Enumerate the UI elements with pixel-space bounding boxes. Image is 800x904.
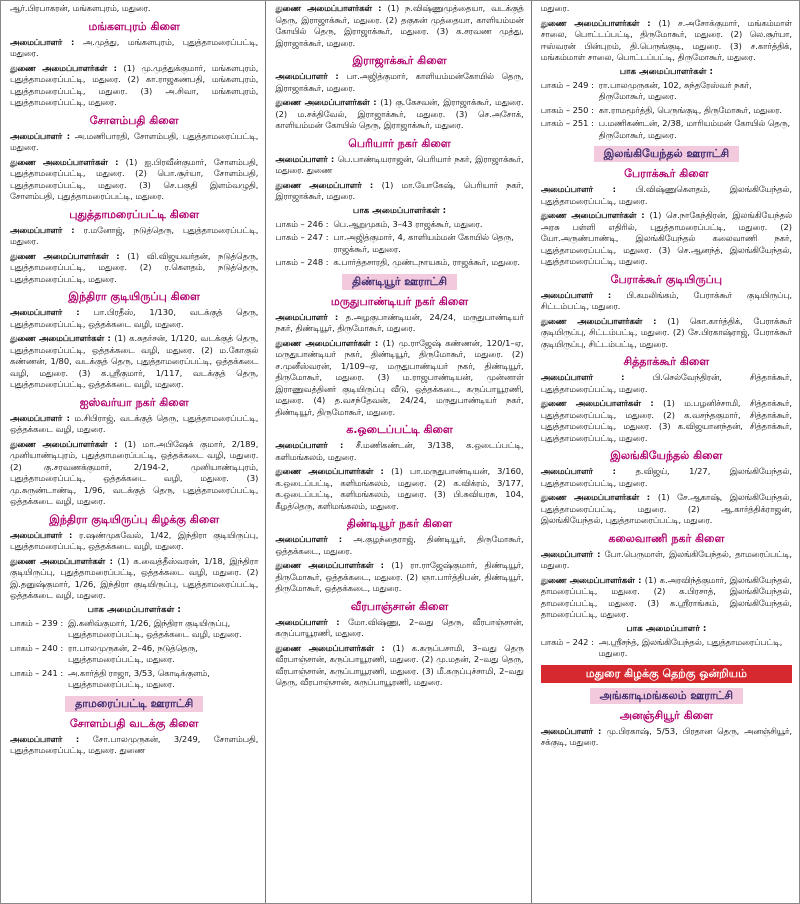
member-entry — [541, 575, 792, 621]
section-heading-wrap — [275, 423, 523, 437]
member-entry — [541, 3, 792, 15]
role-label: துணை அமைப்பாளர்கள் : — [540, 17, 659, 28]
member-details: ர.ஷண்முகவேல், 1/42, இந்திரா குடியிருப்பு, புதுத்தாமரைப்பட்டி, ஒத்தக்கடை வழி, மதுரை. — [10, 529, 259, 551]
role-label: அமைப்பாளர் : — [10, 224, 84, 235]
section-heading-wrap — [10, 208, 258, 222]
member-details: (1) க.வைத்தீஸ்வரன், 1/18, இந்திரா குடியிருப்பு, புதுத்தாமரைப்பட்டி, ஒத்தக்கடை வழி, மதுரை. (2) இ.தனுஷ்குமார், 1/26, இந்திரா குடியிருப்பு, புதுத்தாமரைப்பட்டி, ஒத்தக்கடை வழி, மதுரை. — [10, 555, 259, 600]
member-details: (1) வி.விஜயவர்தன், நடுத்தெரு, புதுத்தாமரைப்பட்டி, மதுரை. (2) ர.கௌதம், நடுத்தெரு, புதுத்தாமரைப்பட்டி, மதுரை. — [10, 250, 259, 284]
member-entry — [541, 210, 792, 268]
section — [541, 167, 792, 268]
member-entry — [10, 251, 258, 286]
member-details: போ.பெருமாள், இலங்கியேந்தல், தாமரைப்பட்டி, மதுரை. — [540, 548, 793, 570]
member-entry — [541, 290, 792, 313]
bagam-row — [541, 118, 792, 141]
section-heading-wrap — [10, 513, 258, 527]
role-label: அமைப்பாளர் : — [275, 71, 347, 81]
section-heading: இந்திரா குடியிருப்பு கிளை — [68, 290, 200, 303]
member-entry — [541, 316, 792, 351]
section-heading-wrap — [275, 54, 523, 68]
section-heading-wrap — [541, 449, 792, 463]
member-details: மோ.விஷ்ணு, 2–வது தெரு, வீரபாஞ்சான், கருப்பாயூரணி, மதுரை. — [275, 616, 524, 638]
section-heading: சோளம்பதி கிளை — [89, 113, 179, 127]
section-heading-wrap — [541, 273, 792, 287]
role-label: துணை அமைப்பாளர்கள் : — [10, 250, 128, 261]
member-details: (1) மா.யோகேஷ், பெரியார் நகர், இராஜாக்கூர், மதுரை. — [275, 179, 524, 201]
member-entry — [541, 372, 792, 395]
bagam-details: அ.கார்த்தி ராஜா, 3/53, கொடிக்குளம், புதுத்தாமரைப்பட்டி, மதுரை. — [68, 667, 210, 689]
role-label: அமைப்பாளர் : — [275, 616, 349, 627]
section-heading: இராஜாக்கூர் கிளை — [352, 54, 447, 67]
member-details: (1) க.சுதர்சன், 1/120, வடக்குத் தெரு, புதுத்தாமரைப்பட்டி, ஒத்தக்கடை வழி, மதுரை. (2) ம.கோகுல் கண்ணன், 1/80, வடக்குத் தெரு, புதுத்தாமரைப்பட்டி, ஒத்தக்கடை வழி, மதுரை. (3) க.ஸ்ரீகுமார், 1/117, வடக்குத் தெரு, புதுத்தாமரைப்பட்டி, ஒத்தக்கடை வழி, மதுரை. — [10, 333, 259, 389]
section — [10, 208, 258, 286]
section — [10, 696, 258, 712]
section-heading: சோளம்பதி வடக்கு கிளை — [69, 716, 199, 730]
bagam-row — [541, 80, 792, 103]
role-label: துணை அமைப்பாளர்கள் : — [275, 560, 392, 570]
member-details: ம.சிபிராஜ், வடக்குத் தெரு, புதுத்தாமரைப்பட்டி, ஒத்தக்கடை வழி, மதுரை. — [10, 412, 259, 434]
bagam-heading: பாக அமைப்பாளர்கள் : — [352, 205, 447, 216]
member-entry — [275, 466, 523, 512]
bagam-row — [10, 668, 258, 691]
member-details: பி.விஷ்ணுகௌதம், இலங்கியேந்தல், புதுத்தாமரைப்பட்டி, மதுரை. — [540, 184, 792, 206]
section-heading: புதுத்தாமரைப்பட்டி கிளை — [69, 207, 200, 221]
section — [275, 54, 523, 132]
member-details: (1) கொ.கார்த்திக், பேராக்கூர் குடியிருப்பு, சிட்டம்பட்டி, மதுரை. (2) சே.பிரகாஷ்ராஜ், பேராக்கூர் குடியிருப்பு, சிட்டம்பட்டி, மதுரை. — [540, 315, 793, 349]
section — [275, 274, 523, 290]
section-heading: பேராக்கூர் குடியிருப்பு — [610, 272, 723, 286]
member-details: (1) பா.மருதுபாண்டியன், 3/160, க.ஒடைப்பட்டி, களிமங்கலம், மதுரை. (2) க.விக்ரம், 3/177, க.ஒடைப்பட்டி, களிமங்கலம், மதுரை. (3) பி.சுவியரசு, 104, கீழத்தெரு, களிமங்கலம், மதுரை. — [275, 466, 524, 511]
section-heading: பேராக்கூர் கிளை — [624, 167, 709, 180]
role-label: துணை அமைப்பாளர்கள் : — [540, 398, 664, 408]
bagam-row — [10, 643, 258, 666]
column-2 — [266, 1, 531, 904]
role-label: துணை அமைப்பாளர்கள் : — [10, 438, 125, 449]
member-details: த.விஜய், 1/27, இலங்கியேந்தல், புதுத்தாமரைப்பட்டி, மதுரை. — [540, 466, 792, 488]
member-entry — [275, 617, 523, 640]
section — [541, 273, 792, 351]
role-label: துணை அமைப்பாளர்கள் : — [275, 642, 393, 653]
role-label: அமைப்பாளர் : — [540, 184, 636, 194]
role-label: அமைப்பாளர் : — [275, 153, 338, 164]
member-details: அ.குழந்தைராஜ், திண்டியூர், திருமோகூர், ஒத்தக்கடை, மதுரை. — [275, 534, 524, 556]
section — [10, 20, 258, 109]
bagam-details: ரா.பாலமுருகன், 102, சுந்தரேஸ்வர் நகர், திருமோகூர், மதுரை. — [598, 79, 752, 101]
section-heading: திண்டியூர் நகர் கிளை — [346, 517, 453, 530]
bagam-number: பாகம் – 251 : — [540, 118, 594, 128]
role-label: அமைப்பாளர் : — [540, 725, 607, 736]
section-heading: சித்தாக்கூர் கிளை — [623, 355, 710, 368]
member-entry — [10, 413, 258, 436]
section — [275, 600, 523, 689]
member-entry — [541, 466, 792, 489]
bagam-details: இ.கனிவ்குமார், 1/26, இந்திரா குடியிருப்பு, புதுத்தாமரைப்பட்டி, ஒத்தக்கடை வழி, மதுரை. — [68, 617, 242, 639]
section-heading: கலைவாணி நகர் கிளை — [608, 531, 725, 545]
bagam-row — [275, 219, 523, 231]
member-details: (1) க.அரவிந்த்குமார், இலங்கியேந்தல், தாமரைப்பட்டி, மதுரை. (2) க.பிரசாத், இலங்கியேந்தல், தாமரைப்பட்டி, மதுரை. (3) க.ஸ்ரீராங்கம், இலங்கியேந்தல், தாமரைப்பட்டி, மதுரை. — [540, 574, 793, 619]
column-1 — [1, 1, 266, 904]
bagam-details: பா.அஜித்குமார், 4, காளியம்மன் கோயில் தெரு, ராஜக்கூர், மதுரை. — [333, 232, 514, 254]
bagam-details: அ.ஸ்ரீசந்த், இலங்கியேந்தல், புதுத்தாமரைப்பட்டி, மதுரை. — [598, 636, 783, 658]
section-heading-wrap — [541, 688, 792, 704]
section — [10, 114, 258, 203]
section — [541, 532, 792, 621]
member-entry — [10, 530, 258, 553]
section — [275, 295, 523, 419]
section-heading-wrap — [275, 295, 523, 309]
role-label: துணை அமைப்பாளர்கள் : — [10, 555, 118, 566]
section — [541, 355, 792, 444]
member-entry — [541, 18, 792, 64]
member-details: அ.முத்து, மங்களபுரம், புதுத்தாமரைப்பட்டி, மதுரை. — [10, 36, 259, 58]
member-details: பா.பிரதீஸ், 1/130, வடக்குத் தெரு, புதுத்தாமரைப்பட்டி, ஒத்தக்கடை வழி, மதுரை. — [10, 307, 259, 329]
role-label: அமைப்பாளர் : — [10, 130, 75, 141]
role-label: துணை அமைப்பாளர்கள் : — [540, 210, 650, 220]
member-details: (1) ஐ.பிரவீன்குமார், சோளம்பதி, புதுத்தாமரைப்பட்டி, மதுரை. (2) பொ.சூர்யா, சோளம்பதி, புதுத்தாமரைப்பட்டி, மதுரை. (3) செ.பகுதி இளம்வழுதி, சோளம்பதி, புதுத்தாமரைப்பட்டி, மதுரை. — [10, 156, 259, 201]
member-entry — [275, 534, 523, 557]
section — [541, 449, 792, 527]
member-entry — [275, 440, 523, 463]
section-heading-wrap — [541, 146, 792, 162]
role-label: துணை அமைப்பாளர்கள் : — [275, 466, 392, 476]
section — [275, 423, 523, 512]
bagam-details: ப.மணிகண்டன், 2/38, மாரியம்மன் கோயில் தெரு, திருமோகூர், மதுரை. — [598, 118, 791, 140]
member-entry — [10, 131, 258, 154]
member-entry — [10, 556, 258, 602]
member-entry — [541, 492, 792, 527]
bagam-heading: பாக அமைப்பாளர்கள் : — [619, 66, 713, 77]
member-details: (1) ரா.ராஜேஷ்குமார், திண்டியூர், திருமோகூர், ஒத்தக்கடை, மதுரை. (2) ஞா.பார்த்திபன், திண்டியூர், திருமோகூர், ஒத்தக்கடை, மதுரை. — [275, 560, 524, 593]
member-details: (1) செ.நாகேந்திரன், இலங்கியேந்தல் அரசு பள்ளி எதிரில், புதுத்தாமரைப்பட்டி, மதுரை. (2) யோ.அருண்பாண்டி, இலங்கியேந்தல் கலைவாணி நகர், புதுத்தாமரைப்பட்டி, மதுரை. (3) செ.ஆனந்த், இலங்கியேந்தல், புதுத்தாமரைப்பட்டி, மதுரை. — [540, 210, 793, 266]
section-heading-wrap — [10, 696, 258, 712]
member-entry — [541, 398, 792, 444]
bagam-row — [275, 232, 523, 255]
member-entry — [10, 439, 258, 508]
bagam-number: பாகம் – 242 : — [540, 636, 594, 647]
role-label: அமைப்பாளர் : — [10, 529, 80, 540]
role-label: அமைப்பாளர் : — [275, 440, 356, 450]
section-heading-wrap — [10, 290, 258, 304]
role-label: துணை அமைப்பாளர்கள் : — [275, 3, 388, 13]
role-label: துணை அமைப்பாளர்கள் : — [275, 337, 383, 348]
role-label: அமைப்பாளர் : — [10, 412, 75, 423]
member-details: (1) மு.முத்துக்குமார், மங்களபுரம், புதுத்தாமரைப்பட்டி, மதுரை. (2) கா.ராஜகணபதி, மங்களபுரம், புதுத்தாமரைப்பட்டி, மதுரை. (3) அ.சிவா, மங்களபுரம், புதுத்தாமரைப்பட்டி, மதுரை. — [10, 62, 259, 107]
bagam-number: பாகம் – 239 : — [10, 617, 64, 628]
member-details: பெ.பாண்டியராஜன், பெரியார் நகர், இராஜாக்கூர், மதுரை. துணை — [275, 153, 524, 175]
bagam-number: பாகம் – 241 : — [10, 667, 64, 678]
section — [10, 290, 258, 391]
member-details: சோ.பாலமுருகன், 3/249, சோளம்பதி, புதுத்தாமரைப்பட்டி, மதுரை. துணை — [10, 733, 259, 755]
section — [275, 3, 523, 49]
section — [541, 665, 792, 683]
bagam-details: க.பார்த்தசாரதி, முண்டநாயகம், ராஜக்கூர், மதுரை. — [333, 257, 521, 267]
role-label: துணை அமைப்பாளர்கள் : — [540, 315, 668, 326]
section — [10, 3, 258, 15]
section-heading-wrap — [10, 20, 258, 34]
section — [541, 67, 792, 142]
member-entry — [275, 3, 523, 49]
section — [275, 206, 523, 269]
member-details: (1) சே.ஆகாஷ், இலங்கியேந்தல், புதுத்தாமரைப்பட்டி, மதுரை. (2) ஆ.கார்த்திக்ராஜன், இலங்கியேந்தல், புதுத்தாமரைப்பட்டி, மதுரை. — [540, 492, 793, 525]
section-heading: மதுரை கிழக்கு தெற்கு ஒன்றியம் — [541, 665, 792, 683]
section — [541, 624, 792, 660]
member-entry — [10, 63, 258, 109]
member-entry — [10, 333, 258, 391]
bagam-row — [275, 257, 523, 269]
member-details: சீ.மணிகண்டன், 3/138, க.ஒடைப்பட்டி, களிமங்கலம், மதுரை. — [275, 440, 524, 462]
role-label: துணை அமைப்பாளர் : — [275, 179, 382, 190]
section-heading: அனஞ்சியூர் கிளை — [619, 708, 713, 722]
member-details: மதுரை. — [540, 3, 570, 13]
member-entry — [275, 312, 523, 335]
bagam-details: கா.ராமமூர்த்தி, பெருங்குடி, திருமோகூர், மதுரை. — [598, 104, 783, 115]
section-heading-wrap — [541, 167, 792, 181]
member-details: (1) ம.பழனிச்சாமி, சித்தாக்கூர், புதுத்தாமரைப்பட்டி, மதுரை. (2) க.வசந்தகுமார், சித்தாக்கூர், புதுத்தாமரைப்பட்டி, மதுரை. (3) க.விஜயானந்தன், சித்தாக்கூர், புதுத்தாமரைப்பட்டி, மதுரை. — [540, 398, 793, 443]
section-heading-wrap — [541, 665, 792, 683]
section-heading: வீரபாஞ்சான் கிளை — [350, 599, 449, 613]
section-heading: க.ஒடைப்பட்டி கிளை — [346, 423, 453, 436]
member-details: (1) மா.அபிஷேக் குமார், 2/189, முனியாண்டிபுரம், புதுத்தாமரைப்பட்டி, ஒத்தக்கடை வழி, மதுரை. (2) கு.சரவணக்குமார், 2/194-2, முனியாண்டிபுரம், புதுத்தாமரைப்பட்டி, ஒத்தக்கடை வழி, மதுரை. (3) மு.சுருண்டாண்டி, 1/96, வடக்குத் தெரு, புதுத்தாமரைப்பட்டி, ஒத்தக்கடை வழி, மதுரை. — [10, 438, 259, 506]
member-details: (1) க.கருப்பசாமி, 3–வது தெரு வீரபாஞ்சான், கருப்பாயூரணி, மதுரை. (2) மு.மதன், 2–வது தெரு, வீரபாஞ்சான், கருப்பாயூரணி, மதுரை. (3) மீ.கருப்புச்சாமி, 2–வது தெரு, வீரபாஞ்சான், கருப்பாயூரணி, மதுரை. — [275, 642, 524, 687]
bagam-number: பாகம் – 247 : — [275, 232, 329, 242]
section-heading-wrap — [541, 532, 792, 546]
section-heading: இந்திரா குடியிருப்பு கிழக்கு கிளை — [49, 512, 220, 526]
member-entry — [10, 734, 258, 757]
section-heading-wrap — [541, 355, 792, 369]
bagam-heading: பாக அமைப்பாளர்கள் : — [87, 604, 181, 615]
section-heading-wrap — [541, 709, 792, 723]
section — [10, 396, 258, 508]
bagam-details: பெ.ஆறுமுகம், 3–43 ராஜக்கூர், மதுரை. — [333, 218, 483, 229]
section-heading: அங்காடிமங்கலம் ஊராட்சி — [590, 688, 743, 704]
section-heading-wrap — [10, 396, 258, 410]
role-label: அமைப்பாளர் : — [10, 307, 94, 317]
member-entry — [275, 338, 523, 419]
section-heading: ஐஸ்வர்யா நகர் கிளை — [79, 395, 189, 409]
role-label: துணை அமைப்பாளர்கள் : — [10, 62, 124, 73]
column-3 — [532, 1, 799, 904]
role-label: துணை அமைப்பாளர்கள் : — [10, 333, 115, 343]
member-entry — [275, 643, 523, 689]
role-label: துணை அமைப்பாளர்கள் : — [540, 492, 658, 502]
member-details: பி.கமலிங்கம், பேராக்கூர் குடியிருப்பு, சிட்டம்பட்டி, மதுரை. — [540, 289, 792, 311]
member-details: ஆர்.பிரபாகரன், மங்களபுரம், மதுரை. — [10, 3, 151, 13]
member-entry — [10, 157, 258, 203]
role-label: அமைப்பாளர் : — [540, 466, 636, 476]
section-heading: தாமரைப்பட்டி ஊராட்சி — [65, 696, 203, 712]
member-entry — [541, 726, 792, 749]
bagam-details: ரா.பாலமுருகன், 2–46, நடுத்தெரு, புதுத்தாமரைப்பட்டி, மதுரை. — [68, 642, 198, 664]
member-details: (1) ச.அசோக்குமார், மங்கம்மாள் சாலை, பொட்டப்பட்டி, திருமோகூர், மதுரை. (2) லெ.சூர்யா, ஈஸ்வரன் பின்புறம், தி.பெருங்குடி, மதுரை. (3) ச.கார்த்திக், மங்கம்மாள் சாலை, பொட்டப்பட்டி, திருமோகூர், மதுரை. — [540, 17, 793, 62]
member-details: (1) கு.கேசவன், இராஜாக்கூர், மதுரை. (2) ம.சக்திவேல், இராஜாக்கூர், மதுரை. (3) செ.அசோக், காளியம்மன் கோயில் தெரு, இராஜாக்கூர், மதுரை. — [275, 97, 524, 130]
bagam-heading: பாக அமைப்பாளர் : — [626, 623, 707, 634]
member-entry — [275, 154, 523, 177]
section-heading-wrap — [10, 114, 258, 128]
member-entry — [541, 549, 792, 572]
section-heading: இலங்கியேந்தல் ஊராட்சி — [594, 146, 740, 162]
section — [275, 517, 523, 595]
section — [541, 3, 792, 64]
role-label: அமைப்பாளர் : — [540, 372, 653, 382]
section-heading: திண்டியூர் ஊராட்சி — [342, 274, 457, 290]
section — [541, 709, 792, 749]
section — [10, 605, 258, 691]
bagam-number: பாகம் – 250 : — [540, 104, 594, 115]
member-entry — [275, 560, 523, 595]
member-details: மு.பிரகாஷ், 5/53, பிரதான தெரு, அனஞ்சியூர், சக்குடி, மதுரை. — [540, 725, 793, 747]
bagam-number: பாகம் – 248 : — [275, 257, 329, 267]
bagam-number: பாகம் – 240 : — [10, 642, 64, 653]
role-label: துணை அமைப்பாளர்கள் : — [275, 97, 381, 107]
section-heading-wrap — [10, 717, 258, 731]
section — [10, 717, 258, 757]
member-entry — [10, 3, 258, 15]
role-label: துணை அமைப்பாளர்கள் : — [10, 156, 126, 167]
role-label: அமைப்பாளர் : — [540, 548, 605, 559]
member-entry — [275, 97, 523, 132]
section-heading: பெரியார் நகர் கிளை — [348, 136, 451, 150]
section-heading: மங்களபுரம் கிளை — [88, 19, 180, 33]
section-heading: மருதுபாண்டியர் நகர் கிளை — [330, 294, 469, 308]
role-label: அமைப்பாளர் : — [10, 733, 93, 744]
bagam-number: பாகம் – 249 : — [540, 79, 594, 90]
member-details: ர.மனோஜ், நடுத்தெரு, புதுத்தாமரைப்பட்டி, மதுரை. — [10, 224, 259, 246]
member-entry — [10, 225, 258, 248]
section — [10, 513, 258, 602]
section — [275, 137, 523, 203]
section-heading: இலங்கியேந்தல் கிளை — [610, 449, 723, 462]
bagam-row — [10, 618, 258, 641]
bagam-number: பாகம் – 246 : — [275, 218, 329, 229]
section-heading-wrap — [275, 600, 523, 614]
role-label: துணை அமைப்பாளர்கள் : — [540, 574, 645, 585]
member-details: பி.செல்வேந்திரன், சித்தாக்கூர், புதுத்தாமரைப்பட்டி, மதுரை. — [540, 372, 793, 394]
role-label: அமைப்பாளர் : — [10, 36, 84, 47]
role-label: அமைப்பாளர் : — [275, 534, 354, 544]
role-label: அமைப்பாளர் : — [540, 289, 627, 300]
section — [541, 688, 792, 704]
member-details: த.அழகுபாண்டியன், 24/24, மருதுபாண்டியர் நகர், திண்டியூர், திருமோகூர், மதுரை. — [275, 311, 524, 333]
member-entry — [275, 71, 523, 94]
member-entry — [541, 184, 792, 207]
section-heading-wrap — [275, 517, 523, 531]
member-entry — [10, 37, 258, 60]
member-details: (1) மு.ராஜேஷ் கண்ணன், 120/1–ஏ, மருதுபாண்டியர் நகர், திண்டியூர், திருமோகூர், மதுரை. (2) ச.முனீஸ்வரன், 1/109–ஏ, மருதுபாண்டியர் நகர், திண்டியூர், திருமோகூர், மதுரை. (3) ம.ராஜபாண்டியன், முன்னாள் இராணுவத்தினர் குடியிருப்பு வீடு, ஒத்தக்கடை, கருப்பாயூரணி, மதுரை. (4) த.வசந்தேவன், 24/24, மருதுபாண்டியர் நகர், திண்டியூர், திருமோகூர், மதுரை. — [275, 337, 524, 417]
bagam-row — [541, 637, 792, 660]
section-heading-wrap — [275, 137, 523, 151]
bagam-row — [541, 105, 792, 117]
member-details: (1) ந.விஷ்ணுமுத்தையா, வடக்குத் தெரு, இராஜாக்கூர், மதுரை. (2) தகுகன் முத்தையா, காளியம்மன் கோயில் தெரு, இராஜாக்கூர், மதுரை. (3) க.சரவண முத்து, இராஜாக்கூர், மதுரை. — [275, 3, 524, 48]
section-heading-wrap — [275, 274, 523, 290]
member-details: அ.மணிபாரதி, சோளம்பதி, புதுத்தாமரைப்பட்டி, மதுரை. — [10, 130, 259, 152]
member-details: பா.அஜித்குமார், காளியம்மன்கோயில் தெரு, இராஜாக்கூர், மதுரை. — [275, 71, 524, 93]
section — [541, 146, 792, 162]
role-label: அமைப்பாளர் : — [275, 311, 346, 322]
member-entry — [275, 180, 523, 203]
member-entry — [10, 307, 258, 330]
